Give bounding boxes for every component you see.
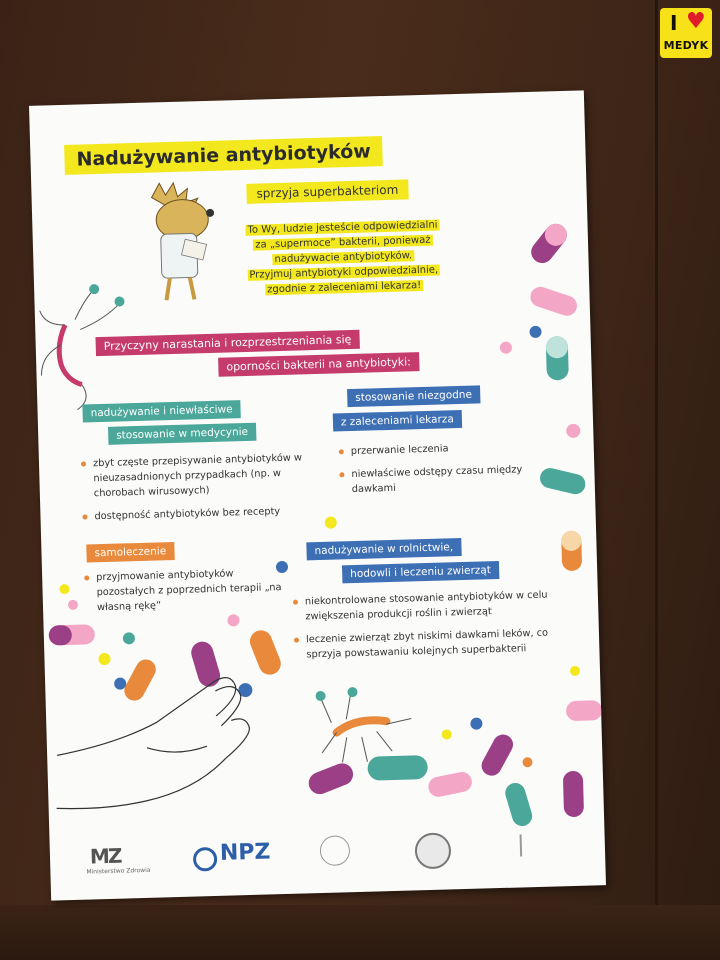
npz-logo: NPZ [219, 839, 271, 866]
eu-logo-icon [520, 833, 563, 856]
antibiotics-poster [29, 90, 606, 900]
misuse-list [81, 450, 323, 533]
self-medication-list [84, 565, 285, 624]
list-item: przyjmowanie antybiotyków pozostałych z poprzednich terapii „na własną rękę” [84, 565, 285, 616]
ministry-caption: Ministerstwo Zdrowia [86, 866, 151, 876]
agriculture-heading-line1: nadużywanie w rolnictwie, [306, 538, 461, 560]
poster-subtitle: sprzyja superbakteriom [246, 179, 408, 204]
badge-i: I [670, 11, 678, 35]
heart-icon: ♥ [686, 9, 706, 34]
intro-line: za „supermoce” bakterii, ponieważ [255, 234, 431, 251]
misuse-heading-line1: nadużywanie i niewłaściwe [82, 400, 240, 422]
list-item: niewłaściwe odstępy czasu między dawkami [339, 462, 550, 498]
medyk-badge [660, 8, 712, 58]
door-edge [655, 0, 658, 960]
inconsistent-list [339, 439, 551, 506]
intro-line: zgodnie z zaleceniami lekarza! [267, 280, 422, 296]
list-item: leczenie zwierząt zbyt niskimi dawkami leków, co sprzyja powstawaniu kolejnych superbakterii [294, 625, 585, 663]
list-item: przerwanie leczenia [339, 439, 549, 460]
misuse-heading-line2: stosowanie w medycynie [108, 423, 256, 445]
institute-logo-icon [320, 835, 351, 866]
list-item: niekontrolowane stosowanie antybiotyków w celu zwiększenia produkcji roślin i zwierząt [293, 587, 584, 625]
antibiotics-day-logo-icon [414, 832, 451, 869]
floor-shadow [0, 905, 720, 960]
intro-line: nadużywacie antybiotyków. [274, 250, 413, 266]
ministry-logo: MZ [89, 843, 121, 869]
intro-text [217, 217, 469, 299]
hand-illustration [53, 677, 251, 809]
list-item: zbyt częste przepisywanie antybiotyków w nieuzasadnionych przypadkach (np. w chorobach wirusowych) [81, 450, 322, 502]
list-item: dostępność antybiotyków bez recepty [82, 503, 322, 525]
causes-heading-line2: oporności bakterii na antybiotyki: [218, 352, 419, 377]
intro-line: To Wy, ludzie jesteście odpowiedzialni [247, 219, 438, 236]
agriculture-list [293, 587, 585, 671]
inconsistent-heading-line2: z zaleceniami lekarza [333, 410, 462, 432]
inconsistent-heading-line1: stosowanie niezgodne [347, 385, 480, 407]
bacterium-bottom-illustration [315, 685, 412, 763]
intro-line: Przyjmuj antybiotyki odpowiedzialnie, [249, 264, 439, 281]
hedgehog-scientist-illustration [151, 182, 216, 301]
badge-label: MEDYK [663, 39, 709, 52]
self-medication-heading: samoleczenie [86, 542, 174, 562]
causes-heading-line1: Przyczyny narastania i rozprzestrzeniania się [95, 330, 359, 356]
poster-title: Nadużywanie antybiotyków [64, 136, 383, 175]
npz-logo-icon [193, 847, 218, 872]
agriculture-heading-line2: hodowli i leczeniu zwierząt [342, 561, 499, 583]
